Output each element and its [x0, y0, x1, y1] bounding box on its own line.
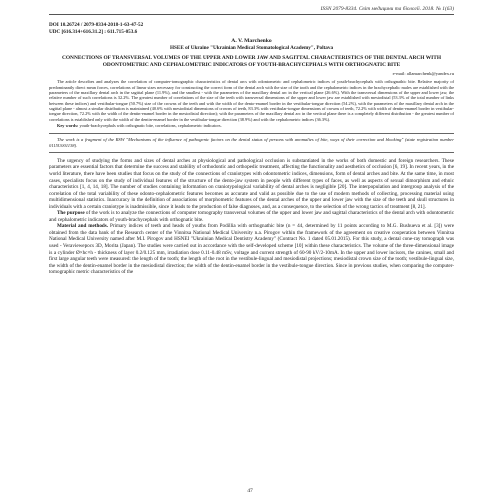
- body-paragraph-methods: Material and methods. Primary indices of teeth and heads of youths from Podillia with orthognathic bite (n = 44, determined by 11 points according to M.G. Bushueva et al. [3]) were obtained from the data bank of the Research center of the Vinnitsa National Medical University n.a. Pirogov within the framework of the agreement on creative cooperation between Vinnitsa National Medical University named after M.I. Pirogov and HSNEI "Ukrainian Medical Dentistry Academy" (Contract No. 1 dated 05.01.2015). For this study, a dental cone-ray tomograph was used - Veraviewepocs 3D, Morita (Japan). The studies were carried out in accordance with the self-developed scheme [10] within these characteristics. The volume of the three-dimensional image is a cylinder Ø×hc×h - thickness of layer 0.2/0.125 mm, irradiation dose 0.11-0.48 mSv, voltage and current strength of 60-90 kV/2-10mA. In the upper and lower incisors, the canines, small and first large angular teeth were measured: the length of the tooth; the length of the root in the vestibule-lingual and mesiodistal projections; mesiodistal crown size of the tooth; vestibule-lingual size, the width of the dentin-enamel border in the mesiodistal direction; the width of the dentin-enamel border in the vestibule-tongue direction. Since in previous studies, when comparing the computer-tomographic metric characteristics of the: [49, 223, 454, 276]
- body-paragraph-introduction: The urgency of studying the forms and sizes of dental arches at physiological and pathological occlusion is substantiated in the works of both domestic and foreign researchers. These parameters are essential factors that determine the success and stability of orthodontic and orthopedic treatment, affecting the functionality and aesthetics of occlusion [6, 19]. In recent years, in the world literature, there have been studies that focus on the study of the connections of craniotypes with odontometric indices, dimensions, form of dental arches and bite. At the same time, in most cases, specialists focus on the study of individual features of the structure of the dento-jaw system in people with different types of faces, as well as aspects of sexual dimorphism and ethnic characteristics [1, 4, 14, 18]. The number of studies containing information on craniotypological variability of dental arches is negligible [20]. The interpopulation and intergroup analysis of the correlation of the total variability of these odonto-cephalometric features becomes as accurate and valid as possible due to the use of modern methods of collecting, processing material using multidimensional statistics. Inaccuracy in the definition of associations of morphometric features of the dental arches of the upper and lower jaw with the size of the teeth and skull structures in individuals with a certain craniotype is inadmissible, since it leads to the production of false diagnoses, and, as a consequence, to the selection of the wrong tactics of treatment [8, 21].: [49, 157, 454, 210]
- udc-line: UDC [616.314+616.31.2] : 611.715-053.6: [49, 29, 138, 35]
- keywords: [49, 123, 454, 128]
- doi-line: DOI 10.26724 / 2079-8334-2018-1-63-47-52: [49, 22, 144, 28]
- body-paragraph-purpose: The purpose of the work is to analyze the connections of computer tomography transversal volumes of the upper and lower jaw and sagittal characteristics of the dental arch with odontometric and cephalometric indicators of youth-brachycephals with orthognatic bite.: [49, 210, 454, 223]
- funding-note-block: [49, 133, 454, 153]
- page-number: 47: [247, 488, 253, 494]
- article-body: [49, 158, 454, 276]
- abstract: The article describes and analyzes the correlation of computer-tomographic characteristics of dental arcs with odontometric and cephalometric indices of youth-brachycephals with orthognathic bite. Relative majority of predominantly direct mean forces, correlations of linear sizes necessary for constructing the correct form of the dental arch with the size of the tooth and the cephalometric indices in the brachycephalic males are established with the parameters of the maxillary dental arch in the sagittal plane (11.9%), and the smallest - with the parameters of the maxillary dental arc in the vertical plane (26.6%). With the transversal dimensions of the upper and lower jaw, the relative number of such correlations is 32.2%. The greatest number of correlations of the size of the teeth with transversal dimensions of the upper and lower jaw are established with mesiodistal (53.3% of the total number of links between these indices) and vestibular-tongue (50.7%) size of the crowns of the teeth and with the width of the dento-enamel border in the vestibular-tongue direction (54.2%), with the parameters of the maxillary dental arch in the sagittal plane - almost a similar distribution is maintained (40.6% with mesiodistal dimensions of crowns of teeth, 83.3% with vestibular-tongue dimensions of crowns of teeth, 72.2% with width of dentin-enamel border in vestibular-tongue direction, 72.2% with the width of the dentin-enamel border in the mesiodistal direction); with the parameters of the maxillary dental arc in the vertical plane there is a completely different distribution - the greatest number of correlations is established only with the width of the dentin-enamel border in the vestibular-tongue direction (38.9%) and with the cephalometric indices (36.3%).: [49, 79, 454, 122]
- author-email: e-mail: allamarchenk@yandex.ru: [392, 71, 454, 77]
- running-head: ISSN 2079-8334. Світ медицини та біології. 2018. № 1(63): [49, 6, 454, 15]
- keywords-text: youth-brachycephals with orthognatic bite, correlations, cephalometric indicators.: [79, 122, 222, 128]
- paragraph-lead: The purpose: [57, 210, 85, 217]
- funding-note: The work is a fragment of the RSW "Mechanisms of the influence of pathogenic factors on the dental status of persons with anomalies of bite, ways of their correction and blocking" (state registration number 0115U001138).: [49, 137, 454, 149]
- author-name: A. V. Marchenko: [231, 38, 272, 44]
- article-identifiers: [49, 22, 454, 36]
- keywords-label: Key words:: [57, 122, 79, 128]
- author-affiliation: HSEE of Ukraine "Ukrainian Medical Stomatological Academy", Poltava: [169, 45, 334, 51]
- paragraph-lead: Material and methods.: [57, 223, 109, 230]
- article-title: CONNECTIONS OF TRANSVERSAL VOLUMES OF THE UPPER AND LOWER JAW AND SAGITTAL CHARACTERISTICS OF THE DENTAL ARCH WITH ODONTOMETRIC AND CEPHALOMETRIC INDICATORS OF YOUTH-BRACHYCEPHALS WITH ORTHOGNATIC BITE: [61, 55, 442, 68]
